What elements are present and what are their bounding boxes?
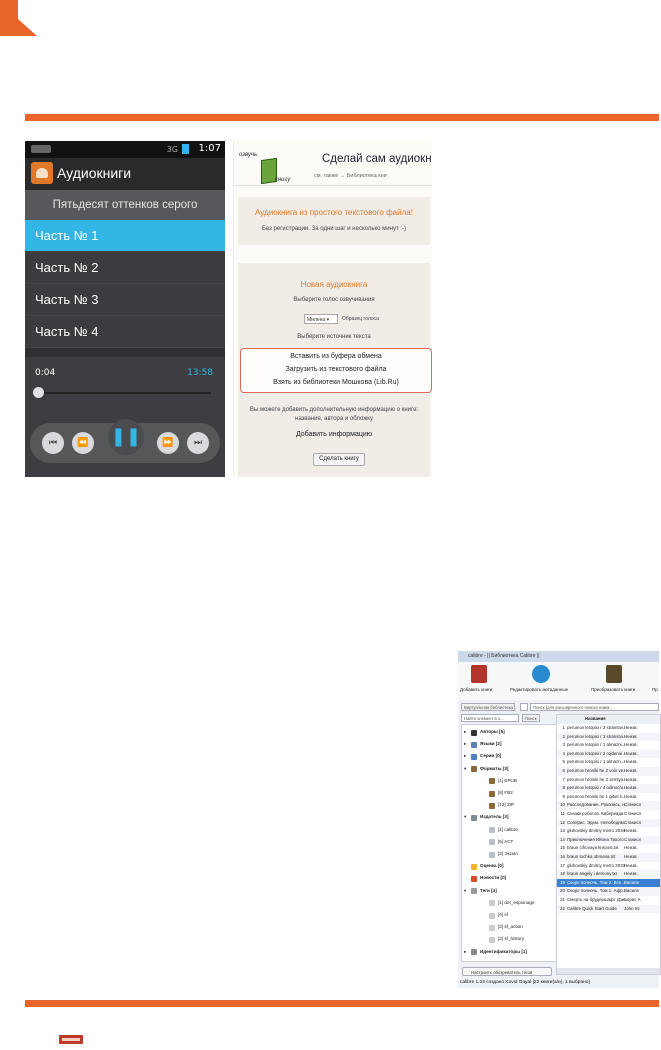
book-row-title: perumov letopisi r 2 rojdenie... <box>567 750 626 756</box>
book-row-title: perumov letopisi r 1 almazn... <box>567 759 625 765</box>
tree-category-icon <box>471 766 477 772</box>
book-list-header <box>557 715 660 724</box>
book-row-author: Неизв. <box>624 750 638 756</box>
book-row-title: braun angely i demony.txt <box>567 871 617 877</box>
logo-text-top: озвучь <box>239 152 258 158</box>
source-clipboard[interactable]: Вставить из буфера обмена <box>290 353 382 360</box>
book-row[interactable] <box>557 862 660 871</box>
convert-books-label[interactable]: Преобразовать книги <box>591 687 636 692</box>
tag-find-input[interactable] <box>461 714 519 722</box>
playback-controls <box>30 423 220 463</box>
book-row[interactable] <box>557 741 660 750</box>
book-row[interactable] <box>557 801 660 810</box>
book-row-title: perumov letopisi r 1 almazni... <box>567 742 626 748</box>
configure-tag-browser-label: Настроить обозреватель тегов <box>471 970 533 975</box>
tree-category-icon <box>489 852 495 858</box>
intro-text: Без регистрации. За одни шаг и несколько минут :-) <box>261 226 407 232</box>
book-row-author: Неизв. <box>624 776 638 782</box>
calibre-screenshot <box>458 651 659 988</box>
skip-next-icon[interactable]: ⏭ <box>187 432 209 454</box>
edit-metadata-label[interactable]: Редактировать метаданные <box>510 687 569 692</box>
book-row[interactable] <box>557 724 660 733</box>
corner-marker <box>0 0 18 36</box>
corner-notch <box>18 19 37 36</box>
book-row-title: perumov letopisi r 4 odinochi... <box>567 785 627 791</box>
book-row-number: 7 <box>562 776 565 782</box>
book-row-number: 20 <box>560 888 565 894</box>
tree-category-icon <box>489 925 495 931</box>
book-row-title: Сказки роботов. Кибериада <box>567 811 624 816</box>
intro-title: Аудиокнига из простого текстового файла! <box>255 208 413 217</box>
tag-find-placeholder: Найти элемент в п... <box>464 716 504 721</box>
tree-item[interactable]: Издатель [3] <box>480 814 509 820</box>
book-row-title: Скоро полночь. Том 1. Афр... <box>567 888 627 894</box>
tree-item[interactable]: [1] calibre <box>498 826 518 832</box>
tag-find-button[interactable] <box>522 714 540 722</box>
tag-find-button-label: Поиск <box>525 716 537 721</box>
book-row-number: 18 <box>560 871 565 877</box>
tree-category-icon <box>471 754 477 760</box>
book-row-title: braun tochka obmana.txt <box>567 854 616 859</box>
book-row-author: Неизв. <box>624 845 638 851</box>
site-logo <box>237 149 292 185</box>
source-text-file[interactable]: Загрузить из текстового файла <box>285 366 387 373</box>
book-row-author: Неизв. <box>624 828 638 834</box>
book-row-title: Солярис. Эдем. Непобедим... <box>567 819 628 825</box>
voice-select-value: Милена <box>307 317 326 323</box>
book-row[interactable] <box>557 733 660 742</box>
part-item-2[interactable]: Часть № 2 <box>25 252 225 284</box>
book-row-number: 3 <box>562 742 565 748</box>
book-row-author: Неизв. <box>624 854 638 859</box>
book-row-author: Неизв. <box>624 733 638 739</box>
tree-item[interactable]: Языки [2] <box>480 741 502 747</box>
tree-item[interactable]: Новости [0] <box>480 875 507 881</box>
book-row-author: Станисл <box>624 802 642 808</box>
signal-icon: 3G <box>166 145 178 154</box>
book-row[interactable] <box>557 784 660 793</box>
book-row-number: 2 <box>562 733 565 739</box>
extra-info-text-1: Вы можете добавить дополнительную информацию о книге: <box>249 407 419 413</box>
book-row[interactable] <box>557 870 660 879</box>
tree-item[interactable]: [8] FB2 <box>498 790 513 795</box>
tag-browser <box>461 724 557 962</box>
book-row-number: 19 <box>560 879 565 885</box>
calibre-toolbar <box>458 662 659 700</box>
calibre-search-input[interactable] <box>530 703 659 711</box>
tree-item[interactable]: [1] EPUB <box>498 777 517 783</box>
site-subline[interactable]: см. также → Библиотека кни <box>314 173 387 179</box>
part-item-3[interactable]: Часть № 3 <box>25 284 225 316</box>
book-row-number: 5 <box>562 759 565 765</box>
new-book-title: Новая аудиокнига <box>300 280 368 289</box>
book-row-title: Calibre Quick Start Guide <box>567 905 617 911</box>
configure-tag-browser-button[interactable] <box>462 967 552 976</box>
book-row-number: 22 <box>560 905 565 911</box>
book-row-number: 17 <box>560 862 565 868</box>
tree-category-icon <box>471 864 477 870</box>
calibre-status-bar: calibre 1.23 создано Kovid Goyal [22 книги(а/и), 1 выбрано] <box>458 977 659 988</box>
tree-category-icon <box>471 730 477 736</box>
status-bar <box>25 141 225 158</box>
virtual-library-button[interactable] <box>461 703 515 711</box>
current-time: 0:04 <box>35 368 56 378</box>
horizontal-scrollbar[interactable] <box>557 968 660 974</box>
book-row[interactable] <box>557 793 660 802</box>
book-row-author: Неизв. <box>624 862 638 868</box>
book-row-author: Борис А <box>624 897 641 902</box>
title-column-header[interactable]: Название <box>585 716 606 721</box>
book-row-title: gluhovskiy dmitriy metro 2034 <box>567 828 626 834</box>
fast-forward-icon[interactable]: ⏩ <box>157 432 179 454</box>
source-options <box>240 348 432 393</box>
tree-expand-icon[interactable]: ▸ <box>464 948 467 954</box>
pause-icon[interactable]: ❚❚ <box>108 419 144 455</box>
book-list <box>556 714 661 975</box>
voice-select[interactable]: Милена ▾ <box>304 314 338 324</box>
book-title: Пятьдесят оттенков серого <box>25 190 225 220</box>
convert-books-icon[interactable] <box>606 665 622 683</box>
footer-logo <box>59 1035 83 1044</box>
book-row-title: perumov hroniki he 2 voin ve... <box>567 768 627 773</box>
top-rule <box>25 114 659 121</box>
book-row-number: 11 <box>560 811 565 816</box>
tree-item[interactable]: [4] sf <box>498 912 508 917</box>
divider <box>234 185 432 186</box>
book-row-number: 21 <box>560 897 565 902</box>
tree-expand-icon[interactable]: ▸ <box>464 741 467 747</box>
tree-category-icon <box>471 815 477 821</box>
book-row-author: Станисл <box>624 819 642 825</box>
book-row-title: braun cifrovaya krepost.txt <box>567 845 619 851</box>
choose-source-label: Выберите источник текста <box>297 334 371 340</box>
choose-voice-label: Выберите голос озвучивания <box>293 297 375 303</box>
voice-sample-link[interactable]: Образец голоса <box>342 316 379 322</box>
book-row-author: Василе <box>624 888 640 894</box>
skip-previous-icon[interactable]: ⏮ <box>42 432 64 454</box>
tree-expand-icon[interactable]: ▾ <box>464 887 467 893</box>
book-row[interactable] <box>557 853 660 862</box>
book-row-title: Скоро полночь. Том 2. Все... <box>567 879 625 885</box>
book-row-number: 6 <box>562 768 565 773</box>
tree-category-icon <box>489 791 495 797</box>
book-row-author: Неизв. <box>624 871 638 877</box>
book-row-number: 16 <box>560 854 565 859</box>
tree-category-icon <box>471 742 477 748</box>
source-libru[interactable]: Взять из библиотеки Мошкова (Lib.Ru) <box>273 379 399 386</box>
tree-item[interactable]: [13] ZIP <box>498 802 515 808</box>
tree-item[interactable]: Идентификаторы [1] <box>480 948 527 954</box>
part-item-4[interactable]: Часть № 4 <box>25 316 225 348</box>
tree-category-icon <box>489 803 495 809</box>
book-row-title: perumov hroniki he 3 zemlya... <box>567 776 627 782</box>
tree-category-icon <box>471 888 477 894</box>
book-row-author: Неизв. <box>624 793 638 799</box>
book-row-title: Расследование. Рукопись, н... <box>567 802 629 808</box>
tree-category-icon <box>489 900 495 906</box>
book-row-number: 9 <box>562 793 565 799</box>
tree-expand-icon[interactable]: ▸ <box>464 753 467 759</box>
book-row[interactable] <box>557 896 660 905</box>
app-title: Аудиокниги <box>57 165 132 181</box>
book-row-number: 14 <box>560 836 565 842</box>
intro-panel <box>238 197 430 245</box>
bottom-rule <box>25 1000 659 1007</box>
book-row[interactable] <box>557 827 660 836</box>
more-toolbar-label[interactable]: Пр <box>652 687 658 692</box>
logo-text-bottom: книгу <box>275 177 291 183</box>
extra-info-text-2: название, автора и обложку <box>295 416 373 422</box>
book-row-number: 15 <box>560 845 565 851</box>
book-row[interactable] <box>557 887 660 896</box>
book-row[interactable] <box>557 758 660 767</box>
audiobook-app-screenshot <box>25 141 225 477</box>
search-placeholder: Поиск (для расширенного поиска нажм... <box>533 705 613 710</box>
book-row[interactable] <box>557 844 660 853</box>
tree-item[interactable]: Теги [4] <box>480 887 497 893</box>
seek-handle[interactable] <box>33 387 44 398</box>
rewind-icon[interactable]: ⏪ <box>72 432 94 454</box>
player-panel <box>25 357 225 477</box>
tree-item[interactable]: [5] ACT <box>498 838 514 844</box>
tree-item[interactable]: [2] Эксмо <box>498 851 518 856</box>
book-row-author: Неизв. <box>624 768 638 773</box>
book-row[interactable] <box>557 776 660 785</box>
book-row-title: Приключения Ийона Тихого <box>567 836 624 842</box>
battery-icon <box>182 144 189 154</box>
add-books-icon[interactable] <box>471 665 487 683</box>
tree-item[interactable]: [1] det_espionage <box>498 899 535 905</box>
notification-icons <box>31 145 51 153</box>
book-row-author: Станисл <box>624 811 642 816</box>
book-row[interactable] <box>557 810 660 819</box>
add-books-label[interactable]: Добавить книги <box>460 687 493 692</box>
book-row-author: Неизв. <box>624 759 638 765</box>
tree-expand-icon[interactable]: ▾ <box>464 814 467 820</box>
tree-item[interactable]: Серии [0] <box>480 753 502 759</box>
book-row-author: John Sc <box>624 905 640 911</box>
total-time: 13:58 <box>187 368 213 378</box>
status-time: 1:07 <box>198 143 221 154</box>
tree-item[interactable]: Оценка [0] <box>480 863 504 869</box>
tree-item[interactable]: [2] sf_history <box>498 936 525 942</box>
calibre-title-bar: calibre - || Библиотека Calibre || <box>458 651 659 662</box>
book-row-number: 1 <box>562 725 565 730</box>
tree-category-icon <box>489 827 495 833</box>
book-row[interactable] <box>557 767 660 776</box>
book-row[interactable] <box>557 750 660 759</box>
tree-category-icon <box>471 949 477 955</box>
book-row-number: 8 <box>562 785 565 791</box>
book-row-title: perumov letopisi r 3 stranstvi... <box>567 733 627 739</box>
book-row-author: Неизв. <box>624 742 638 748</box>
book-row-title: perumov letopisi r 2 stranstvi... <box>567 725 627 730</box>
tree-category-icon <box>471 876 477 882</box>
app-action-bar <box>25 158 225 190</box>
book-row-title: Смерть на брудершафт (фи... <box>567 897 628 902</box>
part-item-1[interactable]: Часть № 1 <box>25 220 225 252</box>
edit-metadata-icon[interactable] <box>532 665 550 683</box>
virtual-library-label: Виртуальная библиотека <box>464 705 513 710</box>
tree-category-icon <box>489 937 495 943</box>
tree-item[interactable]: Форматы [3] <box>480 765 509 771</box>
tree-category-icon <box>489 913 495 919</box>
book-row-author: Станисл <box>624 836 642 842</box>
search-history-icon[interactable] <box>520 703 528 711</box>
book-row[interactable] <box>557 879 660 888</box>
book-row-number: 13 <box>560 828 565 834</box>
tree-expand-icon[interactable]: ▸ <box>464 729 467 734</box>
add-info-link[interactable]: Добавить информацию <box>295 431 373 438</box>
site-title: Сделай сам аудиокн <box>322 153 432 165</box>
seek-track[interactable] <box>35 392 211 394</box>
book-row-number: 12 <box>560 819 565 825</box>
tree-item[interactable]: Авторы [5] <box>480 729 505 734</box>
headphones-app-icon[interactable] <box>31 162 53 184</box>
book-row-number: 4 <box>562 750 565 756</box>
tree-category-icon <box>489 778 495 784</box>
book-row-title: perumov hroniki he 1 gibel li... <box>567 793 626 799</box>
audiobook-website-screenshot <box>233 141 432 477</box>
book-row-number: 10 <box>560 802 565 808</box>
tree-expand-icon[interactable]: ▾ <box>464 765 467 771</box>
tree-item[interactable]: [2] sf_action <box>498 924 523 930</box>
book-row[interactable] <box>557 819 660 828</box>
book-row-author: Неизв. <box>624 785 638 791</box>
calibre-search-row <box>458 701 659 713</box>
book-row-author: Неизв. <box>624 725 638 730</box>
book-row-author: Василе <box>624 879 640 885</box>
book-row[interactable] <box>557 905 660 914</box>
make-book-button[interactable]: Сделать книгу <box>313 453 365 466</box>
book-row-title: gluhovskiy dmitriy metro 2033 <box>567 862 626 868</box>
book-row[interactable] <box>557 836 660 845</box>
tree-category-icon <box>489 839 495 845</box>
